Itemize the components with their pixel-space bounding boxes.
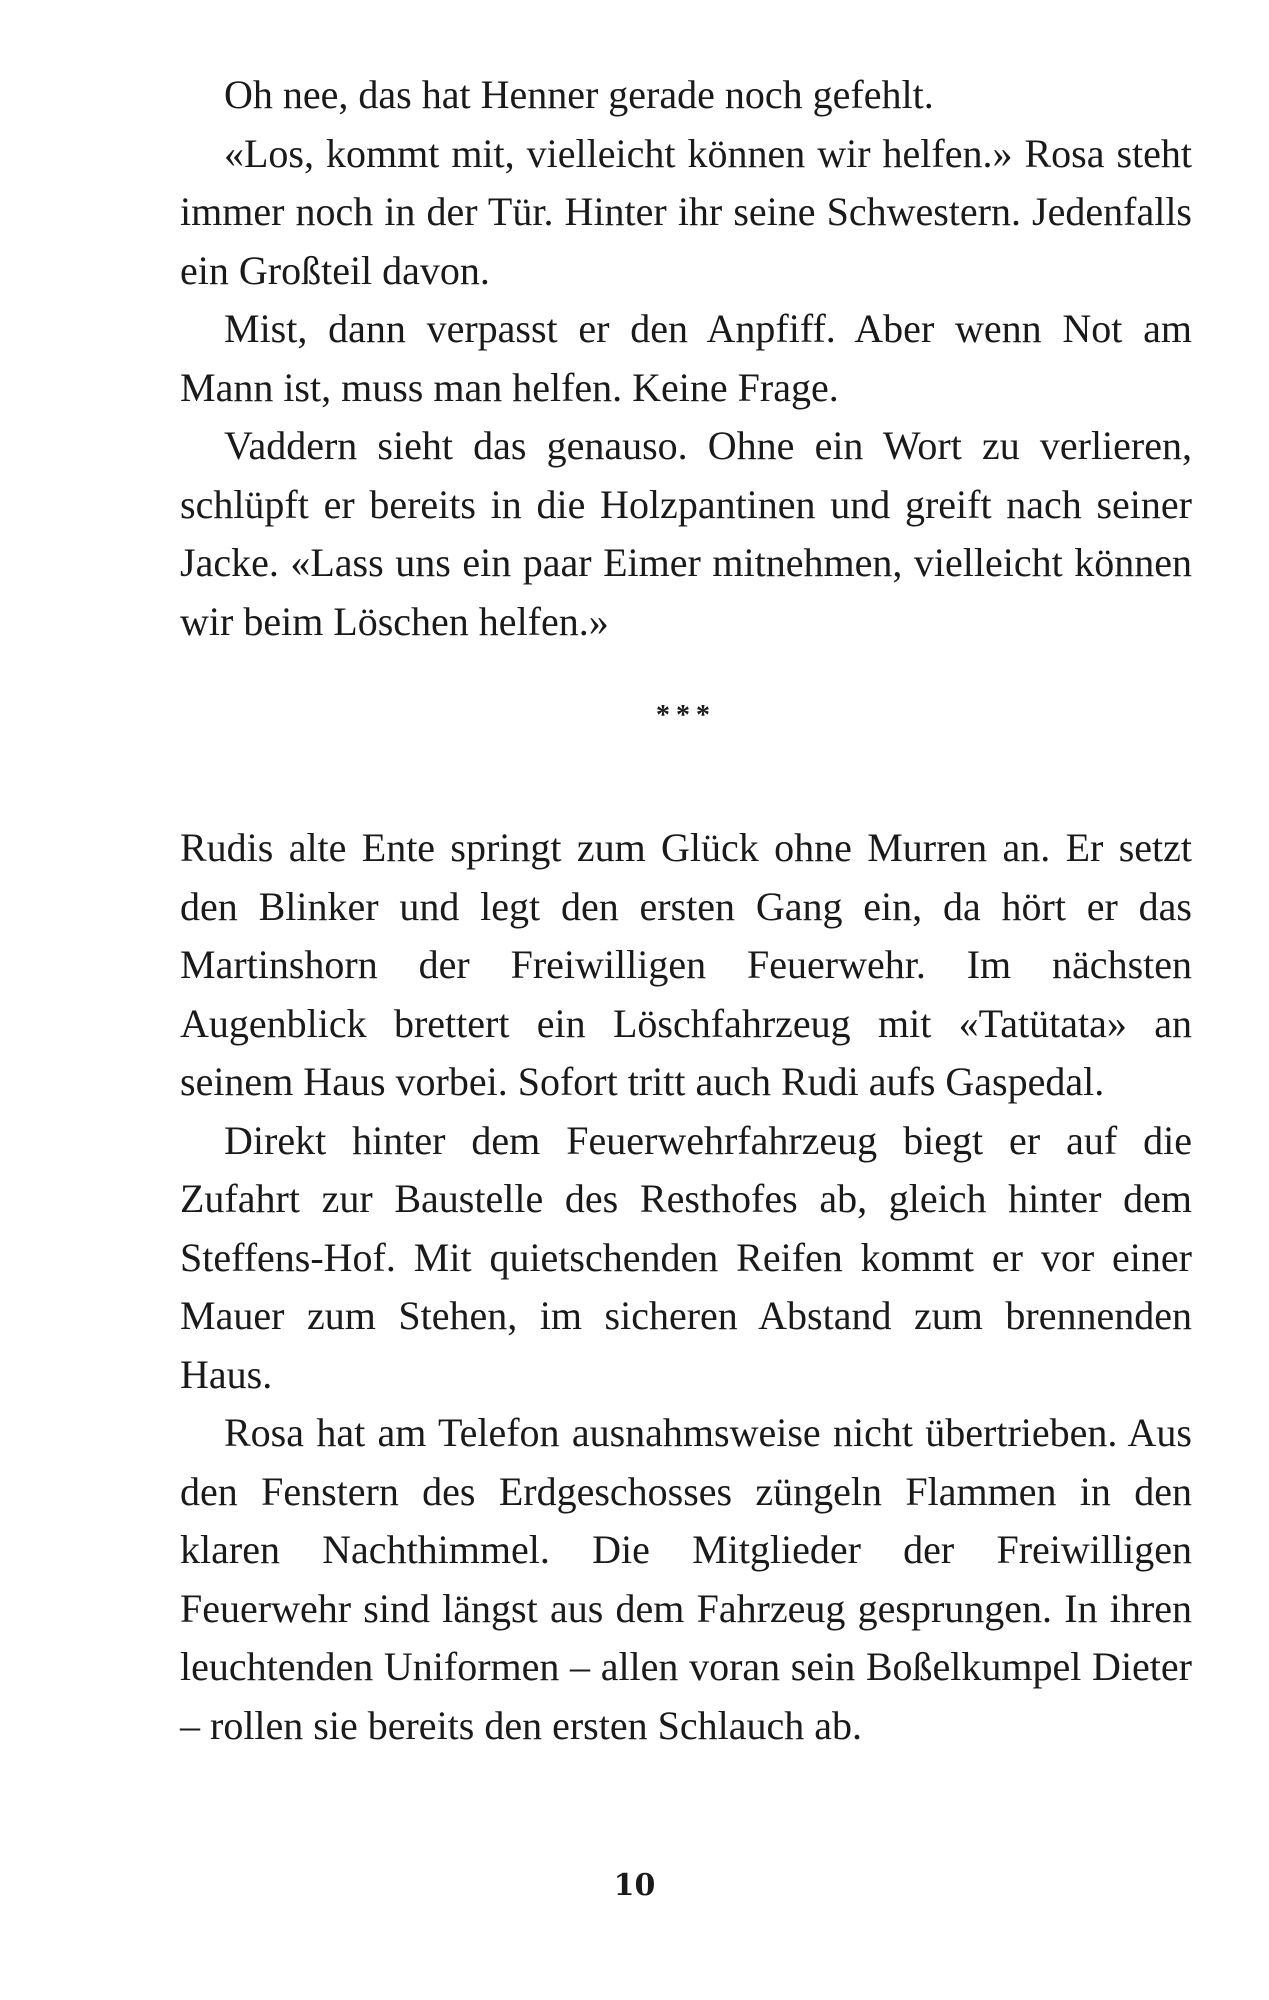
paragraph: Rudis alte Ente springt zum Glück ohne Murren an. Er setzt den Blinker und legt den ersten Gang ein, da hört er das Martinshorn der Freiwilligen Feuerwehr. Im nächsten Augenblick brettert ein Löschfahrzeug mit «Tatütata» an seinem Haus vorbei. Sofort tritt auch Rudi aufs Gaspedal. — [180, 825, 1192, 1104]
paragraph: Mist, dann verpasst er den Anpfiff. Aber wenn Not am Mann ist, muss man helfen. Keine Frage. — [180, 306, 1192, 410]
paragraph: «Los, kommt mit, vielleicht können wir helfen.» Rosa steht immer noch in der Tür. Hinter ihr seine Schwestern. Jedenfalls ein Großteil davon. — [180, 130, 1192, 293]
section-separator: *** — [656, 700, 716, 731]
spacer — [180, 741, 1192, 819]
paragraph: Vaddern sieht das genauso. Ohne ein Wort zu verlieren, schlüpft er bereits in die Holzpantinen und greift nach seiner Jacke. «Lass uns ein paar Eimer mitnehmen, vielleicht können wir beim Löschen helfen.» — [180, 423, 1192, 644]
paragraph: Rosa hat am Telefon ausnahmsweise nicht übertrieben. Aus den Fenstern des Erdgeschosses züngeln Flammen in den klaren Nachthimmel. Die Mitglieder der Freiwilligen Feuerwehr sind längst aus dem Fahrzeug gesprungen. In ihren leuchtenden Uniformen – allen voran sein Boßelkumpel Dieter – rollen sie bereits den ersten Schlauch ab. — [180, 1410, 1192, 1748]
spacer — [180, 651, 1192, 691]
page-number: 10 — [613, 1868, 656, 1903]
paragraph: Oh nee, das hat Henner gerade noch gefehlt. — [224, 72, 934, 117]
book-page — [180, 66, 1192, 1755]
paragraph: Direkt hinter dem Feuerwehrfahrzeug biegt er auf die Zufahrt zur Baustelle des Resthofes ab, gleich hinter dem Steffens-Hof. Mit quietschenden Reifen kommt er vor einer Mauer zum Stehen, im sicheren Abstand zum brennenden Haus. — [180, 1117, 1192, 1397]
